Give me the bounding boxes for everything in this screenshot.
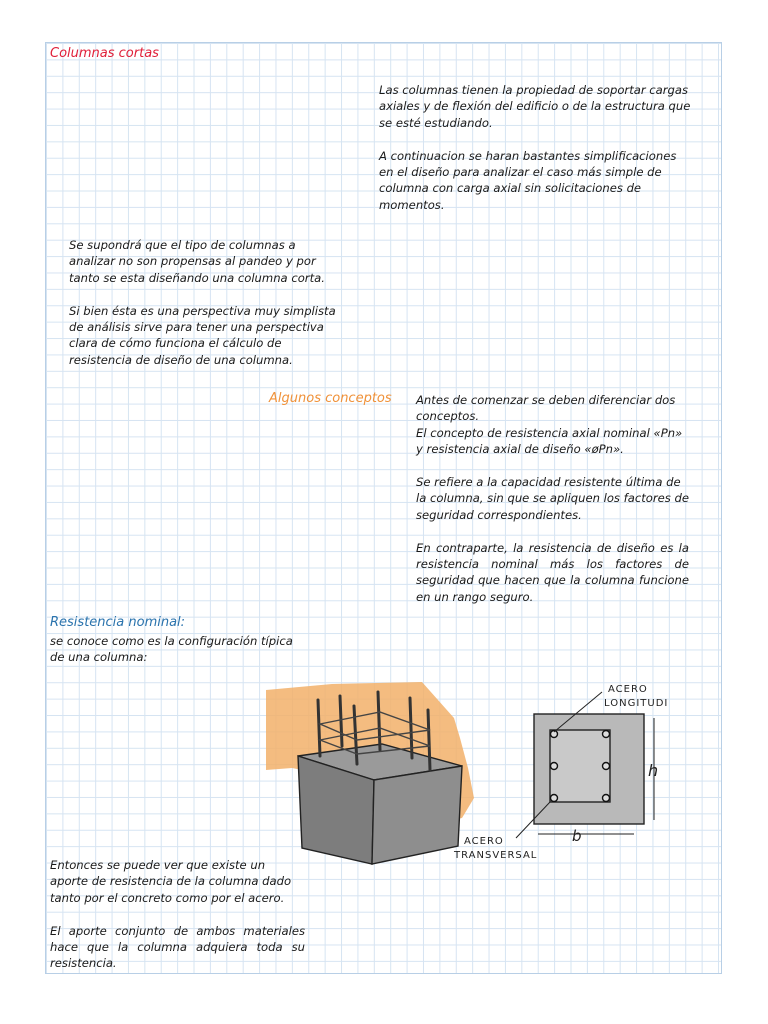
nominal-intro: se conoce como es la configuración típica de una columna: [50, 634, 293, 665]
dim-h-label: h [648, 761, 659, 780]
label-acero-transversal-1: ACERO [464, 836, 504, 847]
intro-paragraph-1: Las columnas tienen la propiedad de soportar cargas axiales y de flexión del edificio o de la estructura que se esté estudiando. [379, 83, 691, 130]
label-acero-longitudinal-2: LONGITUDI [604, 698, 669, 709]
short-column-block [69, 237, 345, 368]
section-title-algunos-conceptos: Algunos conceptos [269, 391, 392, 406]
section-stirrup [550, 730, 610, 802]
concepts-paragraph-4: En contraparte, la resistencia de diseño es la resistencia nominal más los factores de seguridad que hacen que la columna funcione en un rango seguro. [416, 540, 689, 604]
nominal-paragraph-3: El aporte conjunto de ambos materiales hace que la columna adquiera toda su resistencia. [50, 923, 305, 971]
concrete-right-face [372, 766, 462, 864]
label-acero-transversal-2: TRANSVERSAL [454, 850, 538, 861]
section-title-resistencia-nominal: Resistencia nominal: [50, 615, 186, 630]
concepts-block [416, 392, 689, 605]
nominal-conclusion-block [50, 857, 305, 972]
concepts-paragraph-2: El concepto de resistencia axial nominal «Pn» y resistencia axial de diseño «øPn». [416, 425, 683, 457]
section-title-columnas-cortas: Columnas cortas [50, 46, 159, 61]
nominal-paragraph-2: Entonces se puede ver que existe un aporte de resistencia de la columna dado tanto por el concreto como por el acero. [50, 858, 292, 905]
column-sketch-figure [262, 678, 692, 868]
concepts-paragraph-1: Antes de comenzar se deben diferenciar dos conceptos. [416, 393, 676, 424]
short-column-paragraph-2: Si bien ésta es una perspectiva muy simplista de análisis sirve para tener una perspectiva clara de cómo funciona el cálculo de resistencia de diseño de una columna. [69, 303, 336, 367]
dim-b-label: b [572, 827, 582, 845]
intro-paragraph-2: A continuacion se haran bastantes simplificaciones en el diseño para analizar el caso más simple de columna con carga axial sin solicitaciones de momentos. [379, 148, 677, 212]
concepts-paragraph-3: Se refiere a la capacidad resistente última de la columna, sin que se apliquen los factores de seguridad correspondientes. [416, 475, 689, 522]
label-acero-longitudinal-1: ACERO [608, 684, 648, 695]
intro-block [379, 82, 694, 213]
short-column-paragraph-1: Se supondrá que el tipo de columnas a analizar no son propensas al pandeo y por tanto se esta diseñando una columna corta. [69, 238, 325, 285]
